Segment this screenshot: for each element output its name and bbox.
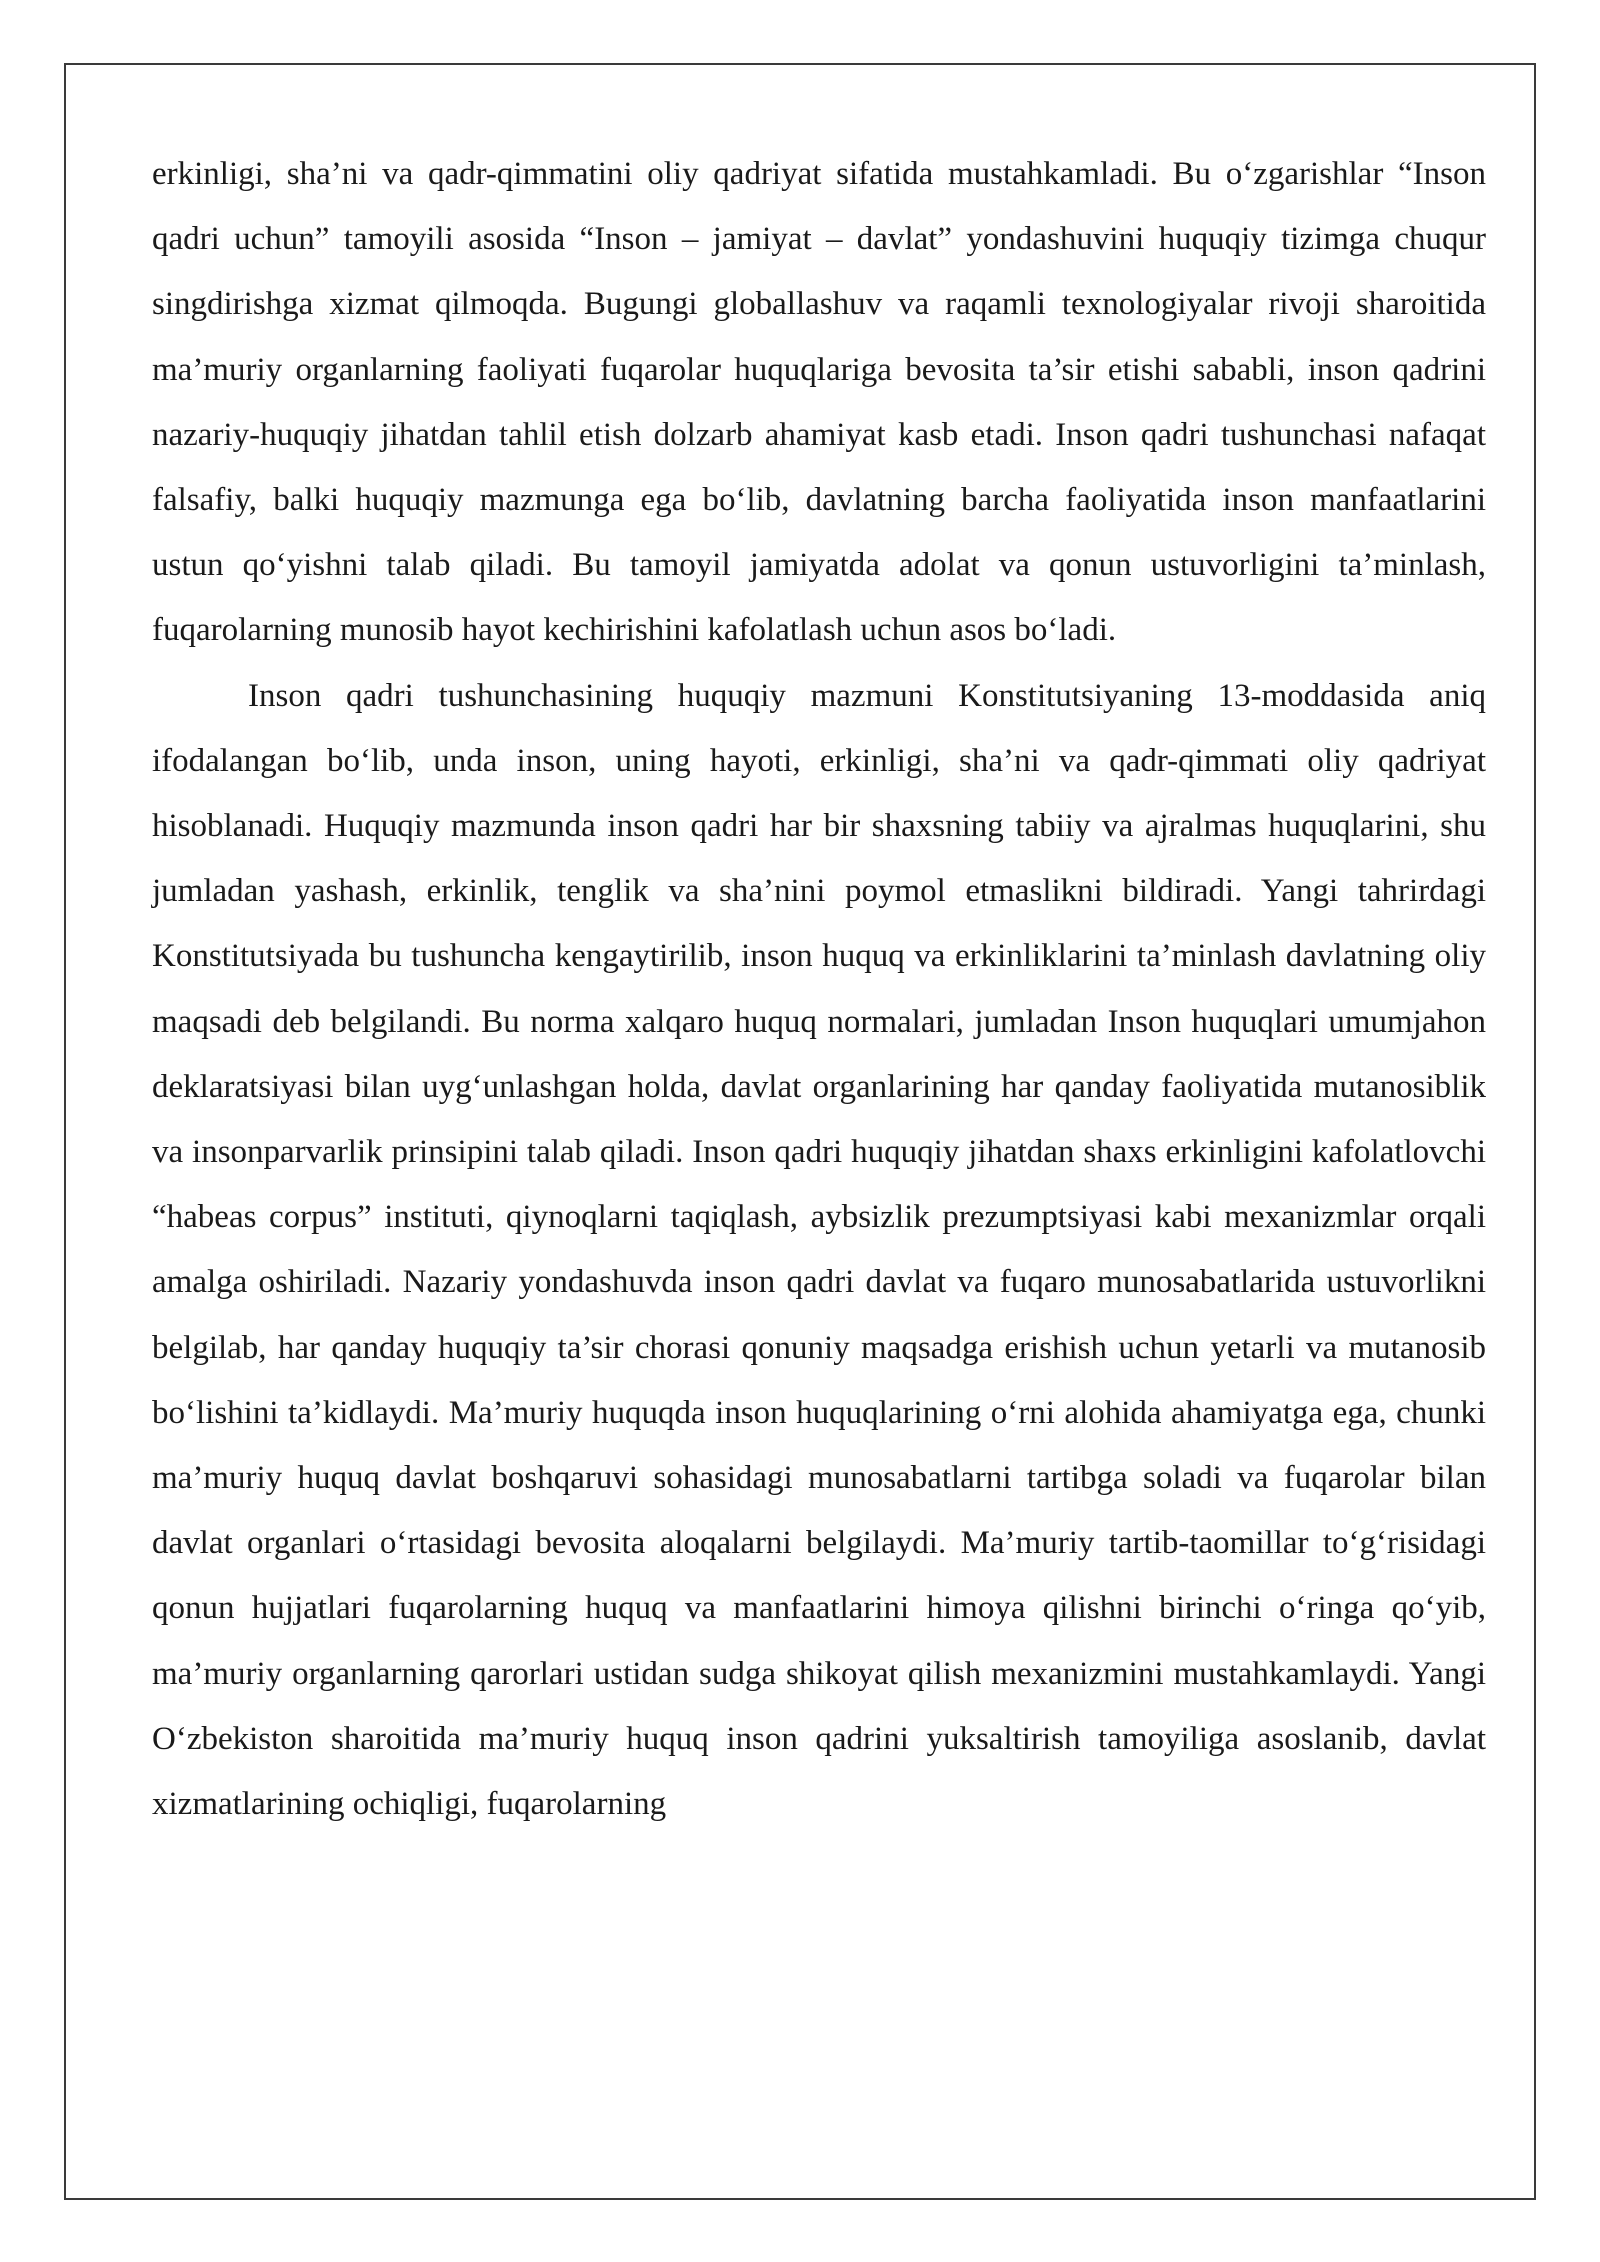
document-body [152,142,1486,1837]
paragraph-2: Inson qadri tushunchasining huquqiy mazmuni Konstitutsiyaning 13-moddasida aniq ifodalangan bo‘lib, unda inson, uning hayoti, erkinligi, sha’ni va qadr-qimmati oliy qadriyat hisoblanadi. Huquqiy mazmunda inson qadri har bir shaxsning tabiiy va ajralmas huquqlarini, shu jumladan yashash, erkinlik, tenglik va sha’nini poymol etmaslikni bildiradi. Yangi tahrirdagi Konstitutsiyada bu tushuncha kengaytirilib, inson huquq va erkinliklarini ta’minlash davlatning oliy maqsadi deb belgilandi. Bu norma xalqaro huquq normalari, jumladan Inson huquqlari umumjahon deklaratsiyasi bilan uyg‘unlashgan holda, davlat organlarining har qanday faoliyatida mutanosiblik va insonparvarlik prinsipini talab qiladi. Inson qadri huquqiy jihatdan shaxs erkinligini kafolatlovchi “habeas corpus” instituti, qiynoqlarni taqiqlash, aybsizlik prezumptsiyasi kabi mexanizmlar orqali amalga oshiriladi. Nazariy yondashuvda inson qadri davlat va fuqaro munosabatlarida ustuvorlikni belgilab, har qanday huquqiy ta’sir chorasi qonuniy maqsadga erishish uchun yetarli va mutanosib bo‘lishini ta’kidlaydi. Ma’muriy huquqda inson huquqlarining o‘rni alohida ahamiyatga ega, chunki ma’muriy huquq davlat boshqaruvi sohasidagi munosabatlarni tartibga soladi va fuqarolar bilan davlat organlari o‘rtasidagi bevosita aloqalarni belgilaydi. Ma’muriy tartib-taomillar to‘g‘risidagi qonun hujjatlari fuqarolarning huquq va manfaatlarini himoya qilishni birinchi o‘ringa qo‘yib, ma’muriy organlarning qarorlari ustidan sudga shikoyat qilish mexanizmini mustahkamlaydi. Yangi O‘zbekiston sharoitida ma’muriy huquq inson qadrini yuksaltirish tamoyiliga asoslanib, davlat xizmatlarining ochiqligi, fuqarolarning [152,677,1486,1823]
paragraph-1: erkinligi, sha’ni va qadr-qimmatini oliy qadriyat sifatida mustahkamladi. Bu o‘zgarishlar “Inson qadri uchun” tamoyili asosida “Inson – jamiyat – davlat” yondashuvini huquqiy tizimga chuqur singdirishga xizmat qilmoqda. Bugungi globallashuv va raqamli texnologiyalar rivoji sharoitida ma’muriy organlarning faoliyati fuqarolar huquqlariga bevosita ta’sir etishi sababli, inson qadrini nazariy-huquqiy jihatdan tahlil etish dolzarb ahamiyat kasb etadi. Inson qadri tushunchasi nafaqat falsafiy, balki huquqiy mazmunga ega bo‘lib, davlatning barcha faoliyatida inson manfaatlarini ustun qo‘yishni talab qiladi. Bu tamoyil jamiyatda adolat va qonun ustuvorligini ta’minlash, fuqarolarning munosib hayot kechirishini kafolatlash uchun asos bo‘ladi. [152,156,1486,649]
